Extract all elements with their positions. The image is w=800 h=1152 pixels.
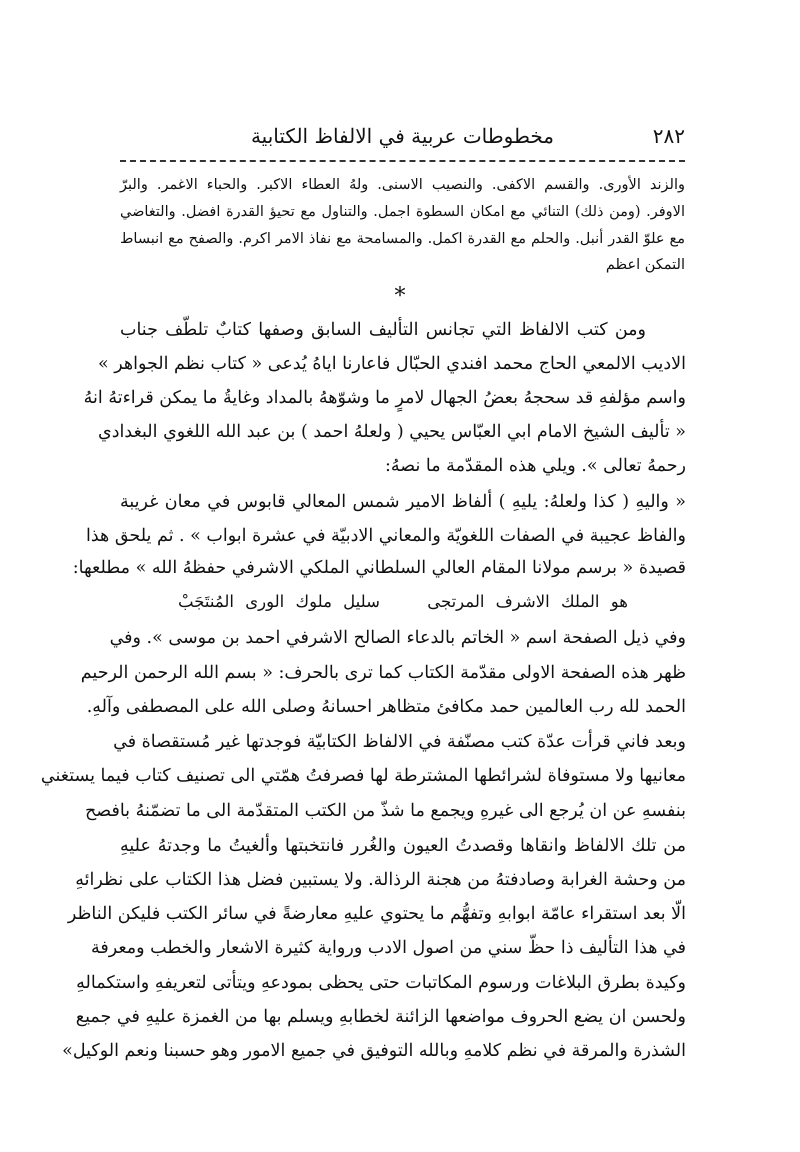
body-line: الاديب الالمعي الحاج محمد افندي الحبّال فاعارنا اياهُ يُدعى « كتاب نظم الجواهر »: [97, 354, 686, 374]
body-line: والفاظ عجيبة في الصفات اللغويّة والمعاني الادبيّة في عشرة ابواب » . ثم يلحق هذا: [86, 526, 686, 546]
footnote-line: الاوفر. (ومن ذلك) التنائي مع امكان السطوة اجمل. والتناول مع تحيؤ القدرة افضل. والتغاضي: [120, 204, 685, 220]
footnote-line: التمكن اعظم: [605, 257, 685, 273]
body-line: وكيدة بطرق البلاغات ورسوم المكاتبات حتى يحظى بمودعهِ ويتأتى لتعريفهِ واستكمالهِ: [76, 973, 686, 993]
verse-hemistich-2: سليل ملوك الورى المُنتَجَبْ: [178, 592, 380, 611]
body-line: الّا بعد استقراء عامّة ابوابهِ وتفهُّم ما يحتوي عليهِ معارضةً في سائر الكتب فليكن الناظر: [67, 904, 686, 924]
body-line: معانيها ولا مستوفاة لشرائطها المشترطة لها فصرفتُ همّتي الى تصنيف كتاب فيما يستغني: [40, 766, 686, 786]
body-line: الشذرة والمرقة في نظم كلامهِ وبالله التوفيق في جميع الامور وهو حسبنا ونعم الوكيل»: [62, 1041, 686, 1061]
body-line: وبعد فاني قرأت عدّة كتب مصنّفة في الالفاظ الكتابيّة فوجدتها غير مُستقصاة في: [113, 732, 686, 752]
body-line: من تلك الالفاظ وانقاها وقصدتُ العيون والغُرر فانتخبتها وألغيتُ ما وجدتهُ عليهِ: [120, 836, 686, 856]
running-header: [120, 124, 685, 154]
body-line: واسم مؤلفهِ قد سحجهُ بعضُ الجهال لامرٍ ما وشوّههُ بالمداد وغايةُ ما يمكن قراءتهُ انهُ: [83, 388, 686, 408]
body-line: الحمد لله رب العالمين حمد مكافئ متظاهر احسانهُ وصلى الله على المصطفى وآلهِ.: [86, 697, 686, 717]
header-rule: [120, 160, 685, 162]
body-line: ولحسن ان يضع الحروف مواضعها الزائنة لخطابهِ ويسلم بها من الغمزة عليهِ في جميع: [75, 1007, 686, 1027]
body-line: « واليهِ ( كذا ولعلهُ: يليهِ ) ألفاظ الامير شمس المعالي قابوس في معان غريبة: [120, 492, 686, 512]
running-title: مخطوطات عربية في الالفاظ الكتابية: [250, 124, 555, 148]
verse-hemistich-1: هو الملك الاشرف المرتجى: [427, 592, 628, 611]
body-line: قصيدة « برسم مولانا المقام العالي السلطاني الملكي الاشرفي حفظهُ الله » مطلعها:: [72, 558, 686, 578]
section-separator: *: [394, 284, 406, 309]
body-line: ومن كتب الالفاظ التي تجانس التأليف السابق وصفها كتابٌ تلطّف جناب: [120, 320, 646, 340]
body-line: وفي ذيل الصفحة اسم « الخاتم بالدعاء الصالح الاشرفي احمد بن موسى ». وفي: [109, 628, 686, 648]
page-number: ٢٨٢: [652, 124, 685, 148]
body-line: بنفسهِ عن ان يُرجع الى غيرهِ ويجمع ما شذّ من الكتب المتقدّمة الى ما تضمّنهُ بافصح: [85, 801, 686, 821]
footnote-line: مع علوّ القدر أنبل. والحلم مع القدرة اكمل. والمسامحة مع نفاذ الامر اكرم. والصفح مع انبساط: [120, 231, 685, 247]
body-line: رحمهُ تعالى ». ويلي هذه المقدّمة ما نصهُ:: [385, 456, 686, 476]
body-line: ظهر هذه الصفحة الاولى مقدّمة الكتاب كما ترى بالحرف: « بسم الله الرحمن الرحيم: [80, 663, 686, 683]
footnote-line: والزند الأورى. والقسم الاكفى. والنصيب الاسنى. ولهُ العطاء الاكبر. والحباء الاغمر. والبرّ: [120, 177, 685, 193]
verse-line: [120, 590, 686, 614]
body-line: من وحشة الغرابة وصادفتهُ من هجنة الرذالة. ولا يستبين فضل هذا الكتاب على نظرائهِ: [75, 870, 686, 890]
body-line: « تأليف الشيخ الامام ابي العبّاس يحيي ( ولعلهُ احمد ) بن عبد الله اللغوي البغدادي: [98, 422, 686, 442]
body-line: في هذا التأليف ذا حظّ سني من اصول الادب ورواية كثيرة الاشعار والخطب ومعرفة: [90, 938, 686, 958]
